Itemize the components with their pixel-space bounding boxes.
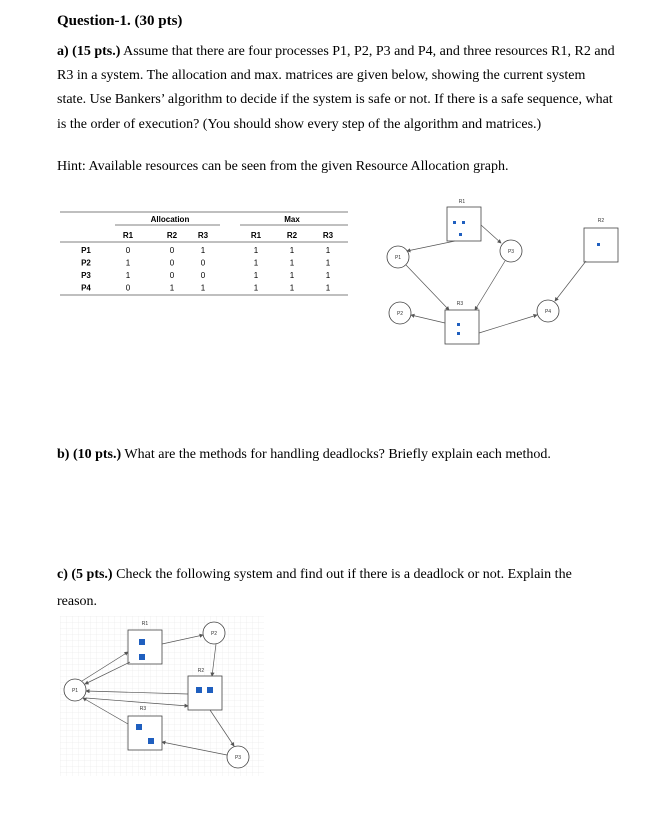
max-header: Max: [284, 215, 300, 224]
r3-instance: [457, 323, 460, 326]
r3-instance: [136, 724, 142, 730]
r1-instance: [459, 233, 462, 236]
edge-r1-p3: [481, 225, 501, 243]
table-row-process: P4: [81, 283, 91, 293]
edge-p3-r3: [475, 261, 505, 310]
part-a-hint: Hint: Available resources can be seen from the given Resource Allocation graph.: [57, 159, 509, 174]
process-p2-label: P2: [396, 311, 404, 317]
allocation-cell: 0: [125, 283, 131, 293]
resource-r2-label: R2: [197, 668, 205, 674]
allocation-column-header: R2: [166, 231, 178, 240]
max-cell: 1: [325, 283, 331, 293]
r2-instance: [207, 687, 213, 693]
part-b-paragraph: [57, 447, 551, 463]
max-cell: 1: [253, 258, 259, 268]
max-cell: 1: [253, 283, 259, 293]
part-a-label: a) (15 pts.): [57, 44, 121, 59]
allocation-cell: 1: [200, 246, 206, 255]
allocation-cell: 0: [200, 258, 206, 268]
resource-r3-label: R3: [139, 706, 147, 712]
max-cell: 1: [325, 258, 331, 268]
allocation-max-table: [60, 208, 360, 308]
r1-instance: [453, 221, 456, 224]
allocation-cell: 0: [200, 271, 206, 280]
edge-p1-r3: [406, 265, 449, 310]
process-p1-label: P1: [71, 688, 79, 694]
process-p3-label: P3: [507, 249, 515, 255]
allocation-cell: 0: [169, 246, 175, 255]
max-cell: 1: [325, 271, 331, 280]
resource-r2-box: [188, 676, 222, 710]
allocation-column-header: R3: [197, 231, 209, 240]
max-cell: 1: [253, 246, 259, 255]
allocation-cell: 0: [169, 271, 175, 280]
max-cell: 1: [289, 283, 295, 293]
max-cell: 1: [325, 246, 331, 255]
max-cell: 1: [253, 271, 259, 280]
edge-r2-p4: [555, 261, 586, 301]
process-p3-label: P3: [234, 755, 242, 761]
edge-r1-p1: [407, 241, 455, 251]
part-b-text: What are the methods for handling deadlocks? Briefly explain each method.: [124, 447, 551, 462]
max-cell: 1: [289, 246, 295, 255]
part-c-paragraph: [57, 567, 572, 583]
edge-r3-p4: [479, 315, 537, 333]
allocation-cell: 0: [125, 246, 131, 255]
resource-r3-box: [445, 310, 479, 344]
r1-instance: [139, 654, 145, 660]
table-row-process: P2: [81, 258, 91, 268]
r2-instance: [597, 243, 600, 246]
resource-r2-box: [584, 228, 618, 262]
r1-instance: [139, 639, 145, 645]
allocation-cell: 0: [169, 258, 175, 268]
process-p4-label: P4: [544, 309, 552, 315]
resource-allocation-graph-a: [375, 195, 635, 355]
process-p1-label: P1: [394, 255, 402, 261]
max-column-header: R2: [286, 231, 298, 240]
r1-instance: [462, 221, 465, 224]
max-column-header: R3: [322, 231, 334, 240]
max-column-header: R1: [250, 231, 262, 240]
resource-r1-label: R1: [458, 199, 466, 205]
r3-instance: [457, 332, 460, 335]
allocation-column-header: R1: [122, 231, 134, 240]
part-a-paragraph: [57, 40, 617, 137]
resource-r3-box: [128, 716, 162, 750]
allocation-cell: 1: [125, 258, 131, 268]
part-a-text: Assume that there are four processes P1, P2, P3 and P4, and three resources R1, R2 and R3 in a system. The allocation and max. matrices are given below, showing the current system state. Use Bankers’ algorithm to decide if the system is safe or not. If there is a safe sequence, what is the order of execution? (You should show every step of the algorithm and matrices.): [57, 44, 615, 132]
part-c-label: c) (5 pts.): [57, 567, 113, 582]
edge-r3-p2: [411, 315, 445, 323]
max-cell: 1: [289, 271, 295, 280]
table-row-process: P3: [81, 271, 91, 280]
allocation-cell: 1: [200, 283, 206, 293]
allocation-cell: 1: [125, 271, 131, 280]
r2-instance: [196, 687, 202, 693]
part-c-text: Check the following system and find out if there is a deadlock or not. Explain the: [116, 567, 572, 582]
max-cell: 1: [289, 258, 295, 268]
r3-instance: [148, 738, 154, 744]
resource-r2-label: R2: [597, 218, 605, 224]
part-c-text-continued: reason.: [57, 594, 98, 609]
question-title: Question-1. (30 pts): [57, 13, 183, 29]
resource-r1-label: R1: [141, 621, 149, 627]
allocation-header: Allocation: [150, 215, 190, 224]
resource-allocation-graph-c: [60, 616, 270, 776]
resource-r3-label: R3: [456, 301, 464, 307]
part-b-label: b) (10 pts.): [57, 447, 122, 462]
process-p2-label: P2: [210, 631, 218, 637]
table-row-process: P1: [81, 246, 91, 255]
allocation-cell: 1: [169, 283, 175, 293]
